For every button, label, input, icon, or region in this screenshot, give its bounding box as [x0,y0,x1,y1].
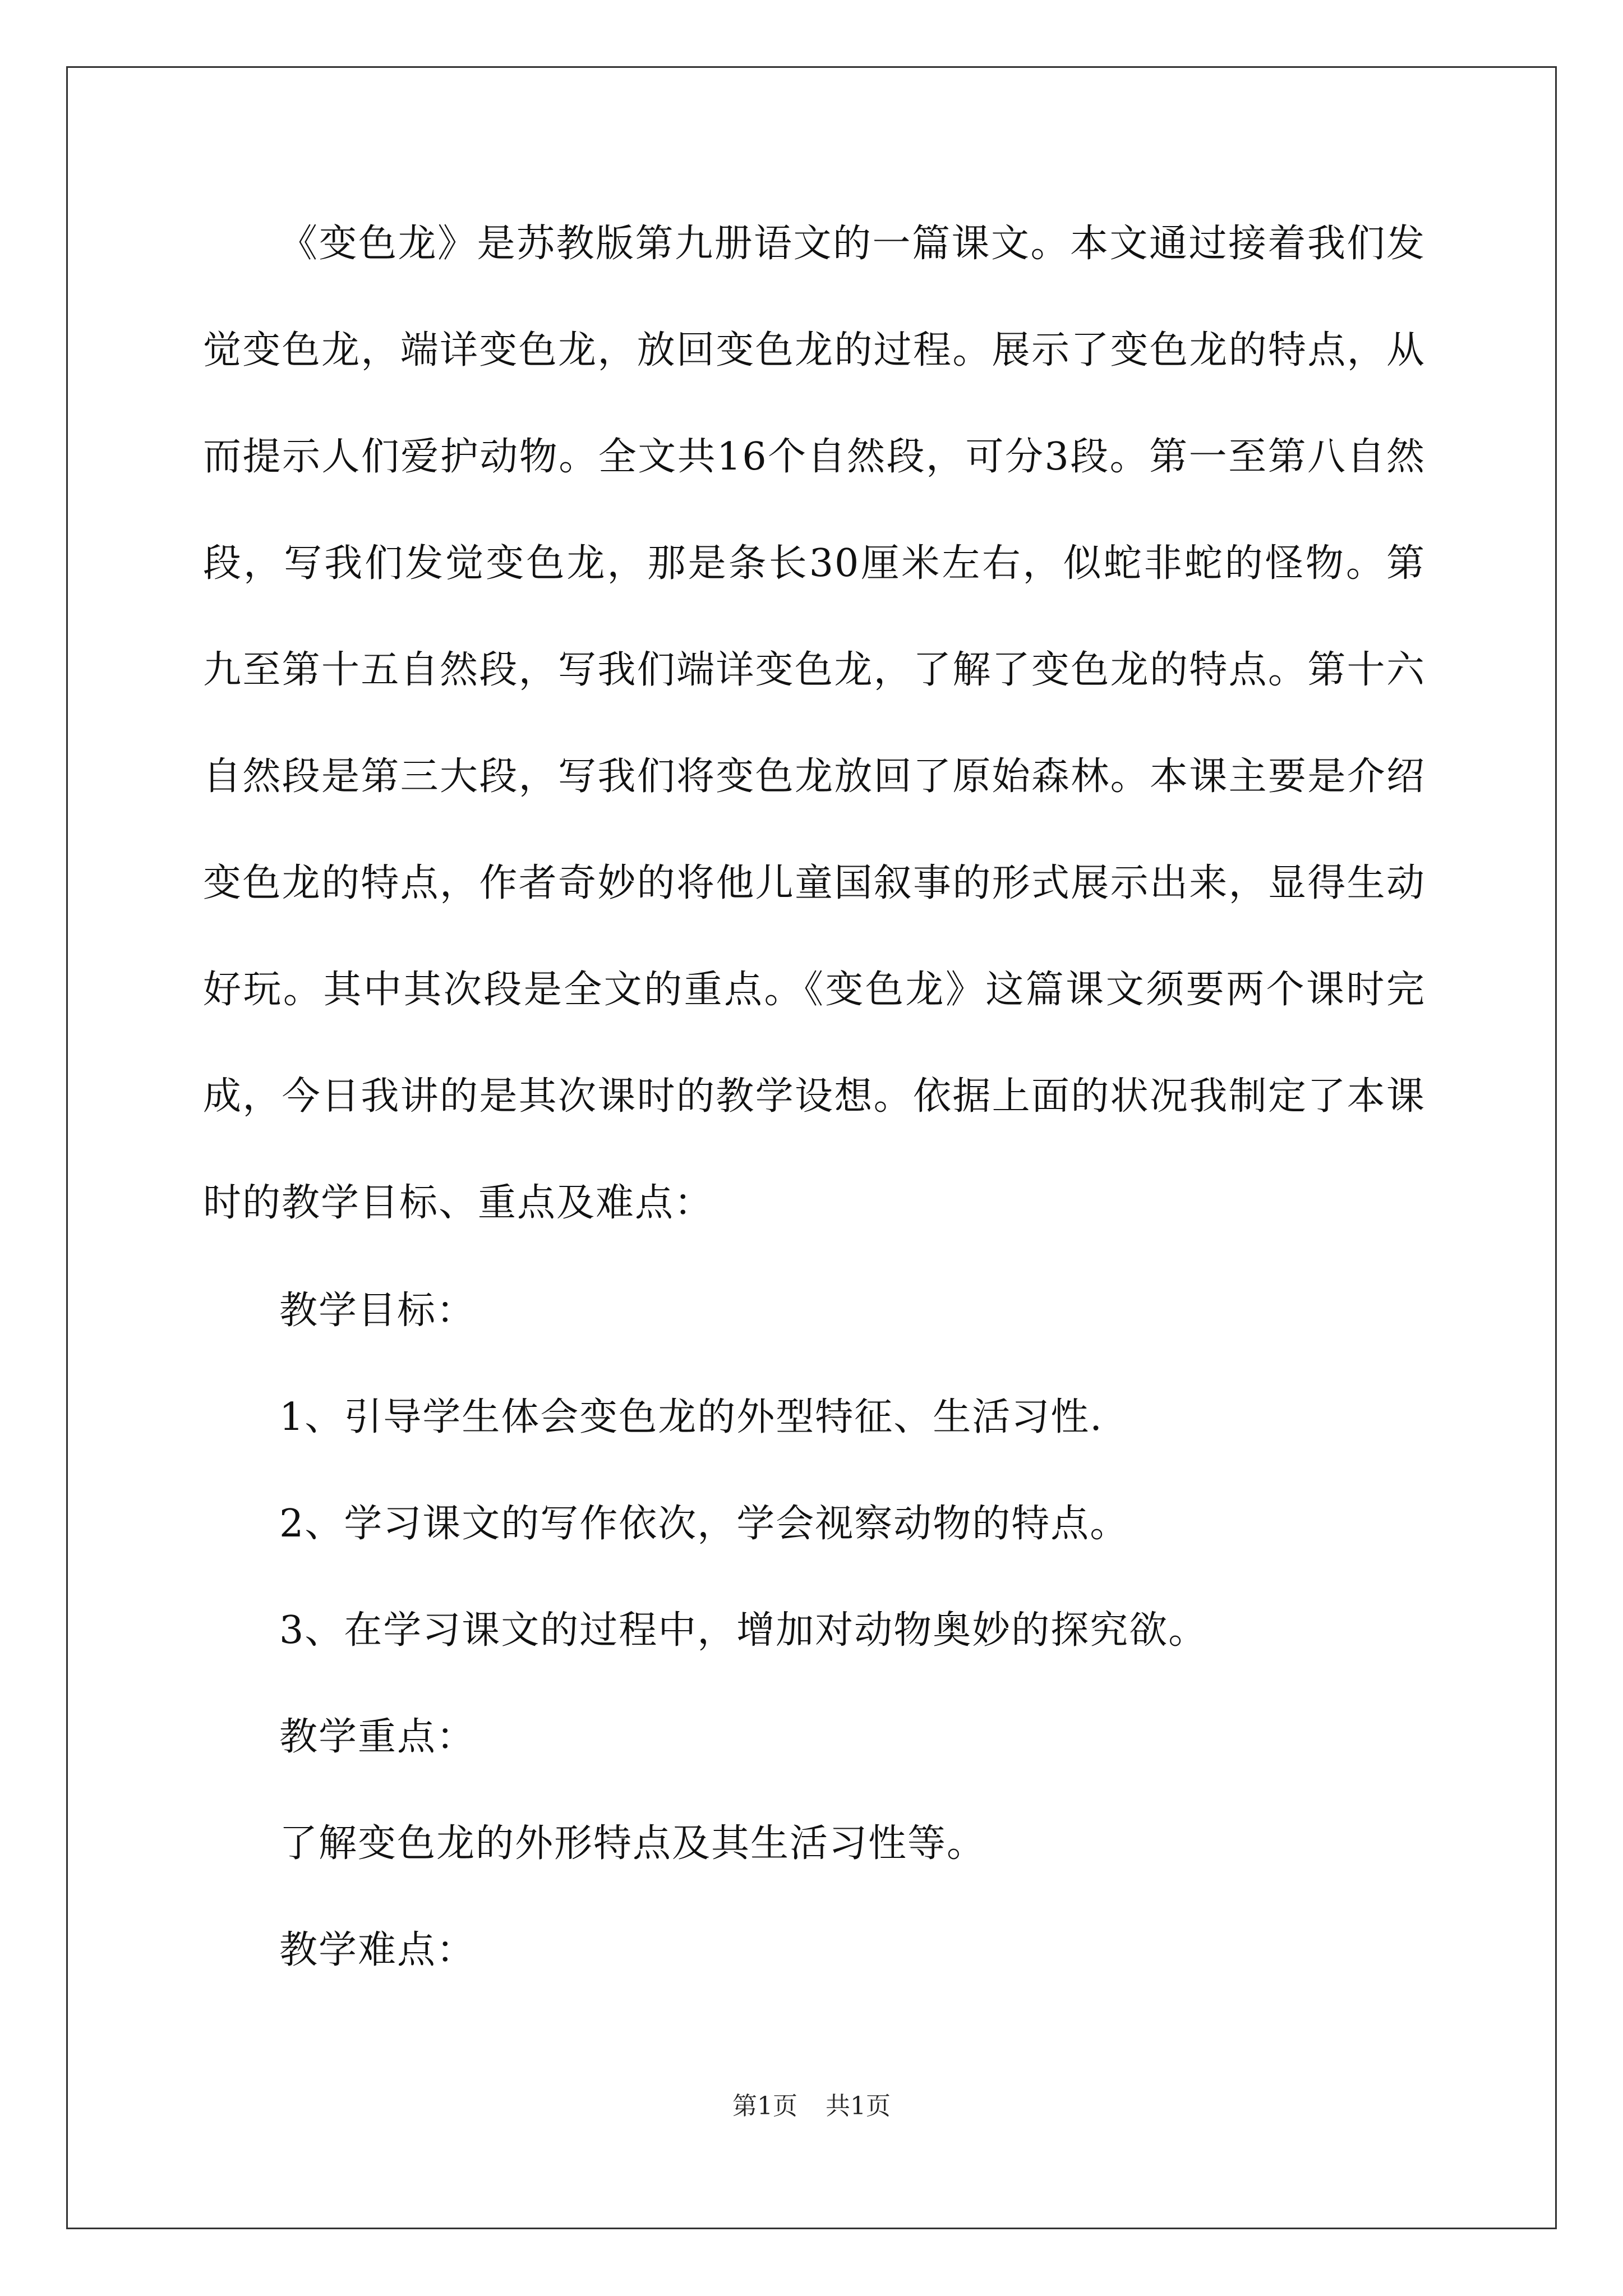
goal-item-3: 3、在学习课文的过程中，增加对动物奥妙的探究欲。 [279,1608,1208,1653]
document-body [203,191,1426,2004]
intro-paragraph: 《变色龙》是苏教版第九册语文的一篇课文。本文通过接着我们发觉变色龙，端详变色龙，放回变色龙的过程。展示了变色龙的特点，从而提示人们爱护动物。全文共16个自然段，可分3段。第一至第八自然段，写我们发觉变色龙，那是条长30厘米左右，似蛇非蛇的怪物。第九至第十五自然段，写我们端详变色龙，了解了变色龙的特点。第十六自然段是第三大段，写我们将变色龙放回了原始森林。本课主要是介绍变色龙的特点，作者奇妙的将他儿童国叙事的形式展示出来，显得生动好玩。其中其次段是全文的重点。《变色龙》这篇课文须要两个课时完成，今日我讲的是其次课时的教学设想。依据上面的状况我制定了本课时的教学目标、重点及难点： [203,222,1426,1225]
difficulty-heading: 教学难点： [279,1928,476,1972]
goal-item-2: 2、学习课文的写作依次，学会视察动物的特点。 [279,1502,1129,1546]
page-number: 第1页 [732,2092,797,2120]
goal-item-1: 1、引导学生体会变色龙的外型特征、生活习性. [279,1395,1103,1439]
page-total: 共1页 [826,2092,891,2120]
page-footer [0,2090,1623,2123]
goals-heading: 教学目标： [279,1289,476,1333]
focus-heading: 教学重点： [279,1715,476,1759]
focus-text: 了解变色龙的外形特点及其生活习性等。 [279,1821,986,1866]
